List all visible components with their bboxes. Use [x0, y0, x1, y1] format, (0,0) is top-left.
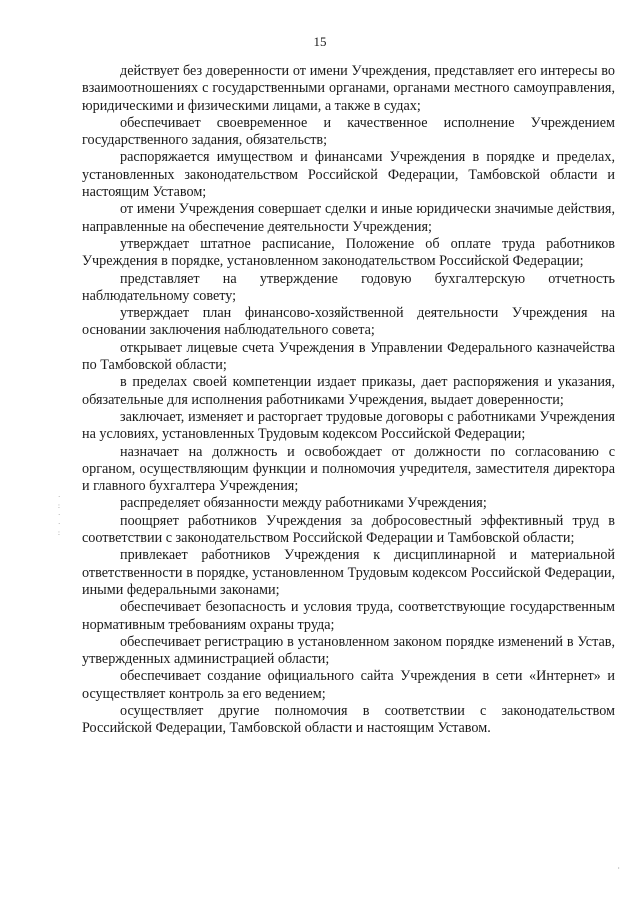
paragraph-2: обеспечивает своевременное и качественное исполнение Учреждением государственного задания, обязательств;	[82, 114, 615, 149]
scan-corner-mark: ·	[617, 864, 620, 873]
paragraph-14: привлекает работников Учреждения к дисциплинарной и материальной ответственности в порядке, установленном Трудовым кодексом Российской Федерации, иными федеральными законами;	[82, 547, 615, 598]
paragraph-17: обеспечивает создание официального сайта Учреждения в сети «Интернет» и осуществляет контроль за его ведением;	[82, 668, 615, 702]
paragraph-9: в пределах своей компетенции издает приказы, дает распоряжения и указания, обязательные для исполнения работниками Учреждения, выдает доверенности;	[82, 374, 615, 408]
paragraph-4: от имени Учреждения совершает сделки и иные юридически значимые действия, направленные на обеспечение деятельности Учреждения;	[82, 201, 615, 235]
paragraph-16: обеспечивает регистрацию в установленном законом порядке изменений в Устав, утвержденных администрацией области;	[82, 633, 615, 668]
document-body	[82, 63, 615, 738]
paragraph-6: представляет на утверждение годовую бухгалтерскую отчетность наблюдательному совету;	[82, 270, 615, 304]
paragraph-11: назначает на должность и освобождает от должности по согласованию с органом, осуществляющим функции и полномочия учредителя, заместителя директора и главного бухгалтера Учреждения;	[82, 443, 615, 495]
paragraph-8: открывает лицевые счета Учреждения в Управлении Федерального казначейства по Тамбовской области;	[82, 339, 615, 374]
paragraph-13: поощряет работников Учреждения за добросовестный эффективный труд в соответствии с законодательством Российской Федерации и Тамбовской области;	[82, 512, 615, 547]
paragraph-15: обеспечивает безопасность и условия труда, соответствующие государственным нормативным требованиям охраны труда;	[82, 599, 615, 633]
paragraph-12: распределяет обязанности между работниками Учреждения;	[120, 495, 487, 512]
paragraph-1: действует без доверенности от имени Учреждения, представляет его интересы во взаимоотношениях с государственными органами, органами местного самоуправления, юридическими и физическими лицами, а также в судах;	[82, 63, 615, 114]
paragraph-5: утверждает штатное расписание, Положение об оплате труда работников Учреждения в порядке, установленном законодательством Российской Федерации;	[82, 235, 615, 270]
page-number: 15	[313, 34, 327, 49]
paragraph-3: распоряжается имуществом и финансами Учреждения в порядке и пределах, установленных законодательством Российской Федерации, Тамбовской области и настоящим Уставом;	[82, 149, 615, 201]
paragraph-7: утверждает план финансово-хозяйственной деятельности Учреждения на основании заключения наблюдательного совета;	[82, 305, 615, 339]
paragraph-18: осуществляет другие полномочия в соответствии с законодательством Российской Федерации, Тамбовской области и настоящим Уставом.	[82, 702, 615, 737]
scan-margin-marks: · : · · :	[58, 493, 61, 537]
paragraph-10: заключает, изменяет и расторгает трудовые договоры с работниками Учреждения на условиях, установленных Трудовым кодексом Российской Федерации;	[82, 408, 615, 443]
